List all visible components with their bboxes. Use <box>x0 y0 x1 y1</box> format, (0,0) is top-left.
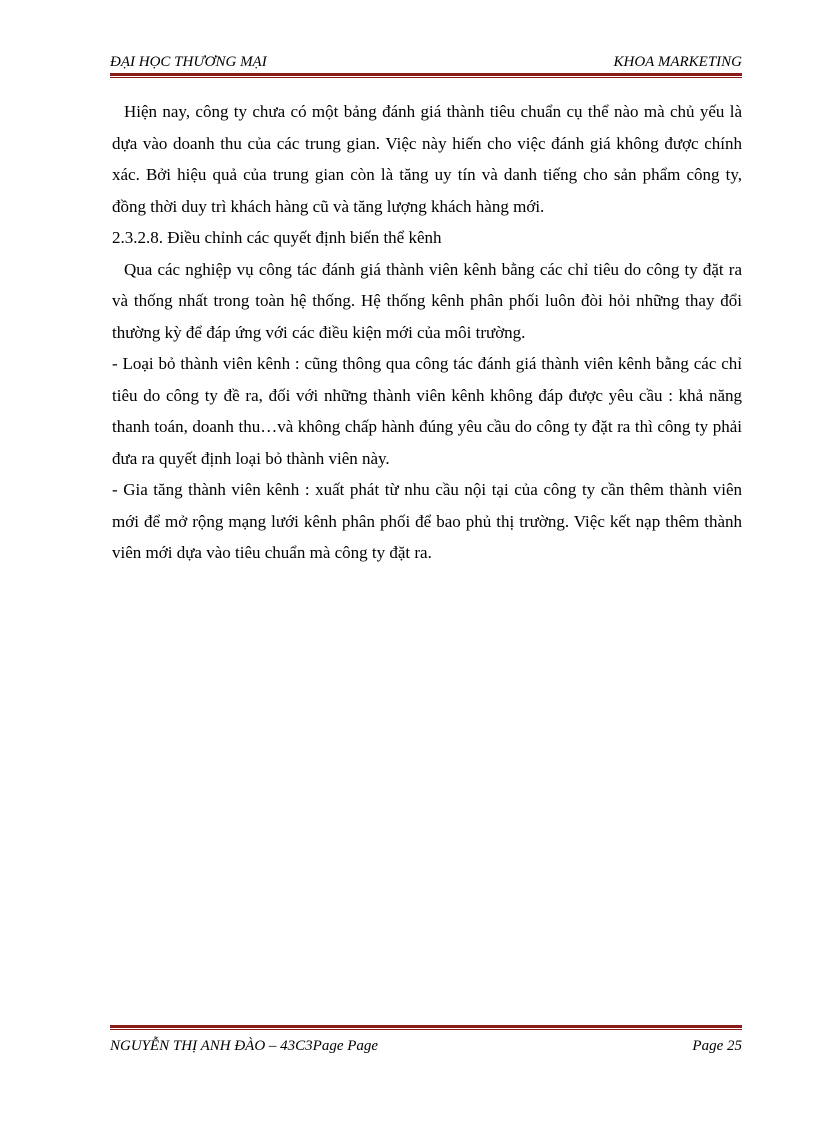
header-rule-thick <box>110 73 742 76</box>
section-heading: 2.3.2.8. Điều chỉnh các quyết định biến thể kênh <box>112 228 442 247</box>
footer-rule-thin <box>110 1029 742 1030</box>
header-faculty: KHOA MARKETING <box>613 54 742 70</box>
footer-rule <box>110 1025 742 1031</box>
paragraph-adjustment: Qua các nghiệp vụ công tác đánh giá thành viên kênh bằng các chỉ tiêu do công ty đặt ra và thống nhất trong toàn hệ thống. Hệ thống kênh phân phối luôn đòi hỏi những thay đổi thường kỳ để đáp ứng với các điều kiện mới của môi trường. <box>112 259 742 342</box>
page-footer <box>110 1036 742 1056</box>
header-rule <box>110 73 742 79</box>
footer-page-number: Page 25 <box>692 1038 742 1054</box>
footer-author: NGUYỄN THỊ ANH ĐÀO – 43C3Page Page <box>110 1038 379 1054</box>
page-body <box>112 96 742 569</box>
header-rule-thin <box>110 77 742 78</box>
paragraph-add-member: - Gia tăng thành viên kênh : xuất phát từ nhu cầu nội tại của công ty cần thêm thành viên mới để mở rộng mạng lưới kênh phân phối để bao phủ thị trường. Việc kết nạp thêm thành viên mới dựa vào tiêu chuẩn mà công ty đặt ra. <box>112 480 742 562</box>
footer-rule-thick <box>110 1025 742 1028</box>
header-university: ĐẠI HỌC THƯƠNG MẠI <box>110 54 267 70</box>
paragraph-evaluation: Hiện nay, công ty chưa có một bảng đánh giá thành tiêu chuẩn cụ thể nào mà chủ yếu là dựa vào doanh thu của các trung gian. Việc này hiến cho việc đánh giá không được chính xác. Bởi hiệu quả của trung gian còn là tăng uy tín và danh tiếng cho sản phẩm công ty, đồng thời duy trì khách hàng cũ và tăng lượng khách hàng mới. <box>112 102 742 216</box>
page-header <box>110 52 742 72</box>
paragraph-remove-member: - Loại bỏ thành viên kênh : cũng thông qua công tác đánh giá thành viên kênh bằng các chỉ tiêu do công ty đề ra, đối với những thành viên kênh không đáp được yêu cầu : khả năng thanh toán, doanh thu…và không chấp hành đúng yêu cầu do công ty đặt ra thì công ty phải đưa ra quyết định loại bỏ thành viên này. <box>112 354 742 468</box>
